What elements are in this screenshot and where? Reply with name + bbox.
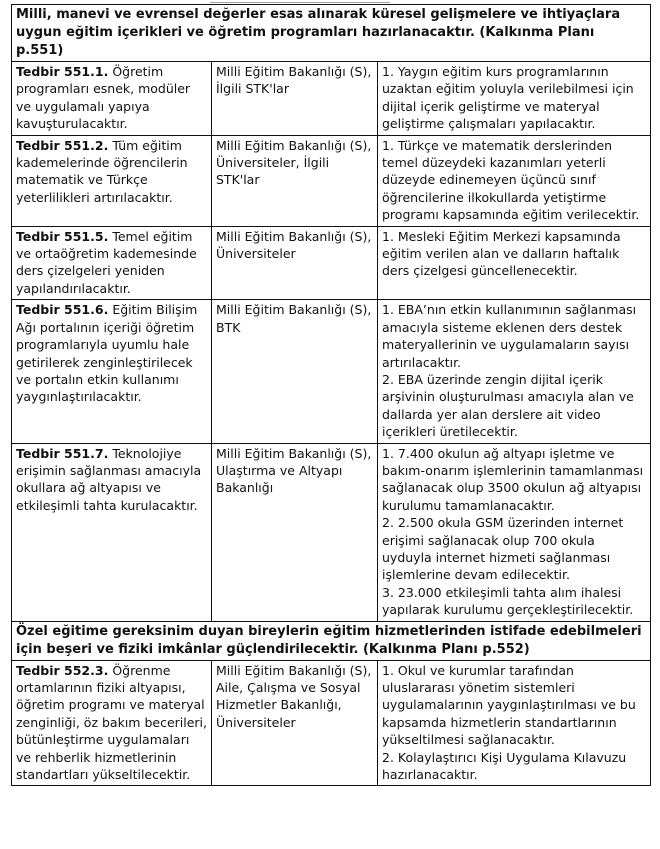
action-item: 1. Türkçe ve matematik derslerinden temel düzeydeki kazanımları yeterli düzeyde edinemeyen üçüncü sınıf öğrencilerine ilkokullarda yetiştirme programı kapsamında eğitim verilecektir. (382, 137, 640, 223)
measure-description: Teknolojiye erişimin sağlanması amacıyla okullara ağ altyapısı ve etkileşimli tahta kurulacaktır. (16, 445, 202, 513)
action-item: 2. EBA üzerinde zengin dijital içerik arşivinin oluşturulması amacıyla alan ve dallarda yer alan derslere ait video içerikleri üretilecektir. (382, 371, 634, 440)
table-row (12, 300, 651, 443)
measure-cell (12, 443, 212, 621)
action-plan-table (11, 4, 651, 786)
planned-actions (378, 226, 651, 300)
measure-cell (12, 135, 212, 226)
section-heading-row (12, 621, 651, 660)
responsible-institutions: Milli Eğitim Bakanlığı (S), İlgili STK'lar (212, 62, 378, 136)
measure-code: Tedbir 551.2. (16, 137, 109, 153)
planned-actions (378, 300, 651, 443)
planned-actions (378, 660, 651, 786)
responsible-institutions: Milli Eğitim Bakanlığı (S), Üniversiteler (212, 226, 378, 300)
table-row (12, 135, 651, 226)
measure-code: Tedbir 551.6. (16, 302, 109, 318)
measure-cell (12, 226, 212, 300)
measure-code: Tedbir 551.7. (16, 445, 109, 461)
section-heading-row (12, 5, 651, 62)
table-body (12, 5, 651, 786)
action-item: 1. Mesleki Eğitim Merkezi kapsamında eğitim verilen alan ve dalların haftalık ders çizelgesi güncellenecektir. (382, 228, 621, 279)
measure-cell (12, 62, 212, 136)
responsible-institutions: Milli Eğitim Bakanlığı (S), Ulaştırma ve Altyapı Bakanlığı (212, 443, 378, 621)
measure-description: Öğrenme ortamlarının fiziki altyapısı, öğretim programı ve materyal zenginliği, öz bakım becerileri, bütünleştirme uygulamaları ve rehberlik hizmetlerinin standartları yükseltilecektir. (16, 662, 207, 783)
measure-description: Temel eğitim ve ortaöğretim kademesinde ders çizelgeleri yeniden yapılandırılacaktır. (16, 228, 197, 296)
action-item: 1. Yaygın eğitim kurs programlarının uzaktan eğitim yoluyla verilebilmesi için dijital içerik geliştirme ve materyal geliştirme çalışmaları yapılacaktır. (382, 64, 634, 132)
measure-description: Eğitim Bilişim Ağı portalının içeriği öğretim programlarıyla uyumlu hale getirilerek zenginleştirilecek ve portalın etkin kullanımı yaygınlaştırılacaktır. (16, 302, 198, 405)
table-row (12, 62, 651, 136)
section-heading: Özel eğitime gereksinim duyan bireylerin eğitim hizmetlerinden istifade edebilmeleri için beşeri ve fiziki imkânlar güçlendirilecektir. (Kalkınma Planı p.552) (12, 621, 651, 660)
responsible-institutions: Milli Eğitim Bakanlığı (S), Aile, Çalışma ve Sosyal Hizmetler Bakanlığı, Üniversiteler (212, 660, 378, 786)
responsible-institutions: Milli Eğitim Bakanlığı (S), Üniversiteler, İlgili STK'lar (212, 135, 378, 226)
table-row (12, 660, 651, 786)
measure-code: Tedbir 551.1. (16, 64, 109, 79)
measure-cell (12, 300, 212, 443)
action-item: 1. EBA’nın etkin kullanımının sağlanması amacıyla sisteme eklenen ders destek materyallerinin ve uygulamaların sayısı artırılacaktır. (382, 302, 637, 370)
cropped-previous-row (210, 0, 390, 3)
measure-cell (12, 660, 212, 786)
action-item: 3. 23.000 etkileşimli tahta alım ihalesi yapılarak kurulumu gerçekleştirilecektir. (382, 584, 634, 618)
planned-actions (378, 62, 651, 136)
action-item: 1. 7.400 okulun ağ altyapı işletme ve bakım-onarım işlemlerinin tamamlanması sağlanacak olup 3500 okulun ağ altyapısı kurulumu tamamlanacaktır. (382, 445, 644, 513)
action-item: 1. Okul ve kurumlar tarafından uluslararası yönetim sistemleri uygulamalarının yaygınlaştırılması ve bu kapsamda hizmetlerin standartlarının yükseltilmesi sağlanacaktır. (382, 662, 636, 748)
planned-actions (378, 135, 651, 226)
measure-description: Öğretim programları esnek, modüler ve uygulamalı yapıya kavuşturulacaktır. (16, 64, 191, 132)
measure-description: Tüm eğitim kademelerinde öğrencilerin matematik ve Türkçe yeterlilikleri artırılacaktır. (16, 137, 188, 205)
table-row (12, 226, 651, 300)
measure-code: Tedbir 552.3. (16, 662, 109, 678)
responsible-institutions: Milli Eğitim Bakanlığı (S), BTK (212, 300, 378, 443)
measure-code: Tedbir 551.5. (16, 228, 109, 244)
section-heading: Milli, manevi ve evrensel değerler esas alınarak küresel gelişmelere ve ihtiyaçlara uygun eğitim içerikleri ve öğretim programları hazırlanacaktır. (Kalkınma Planı p.551) (12, 5, 651, 62)
planned-actions (378, 443, 651, 621)
action-item: 2. Kolaylaştırıcı Kişi Uygulama Kılavuzu hazırlanacaktır. (382, 749, 627, 783)
action-item: 2. 2.500 okula GSM üzerinden internet erişimi sağlanacak olup 700 okula uyduyla internet hizmeti sağlanması işlemlerine devam edilecektir. (382, 515, 624, 583)
table-row (12, 443, 651, 621)
